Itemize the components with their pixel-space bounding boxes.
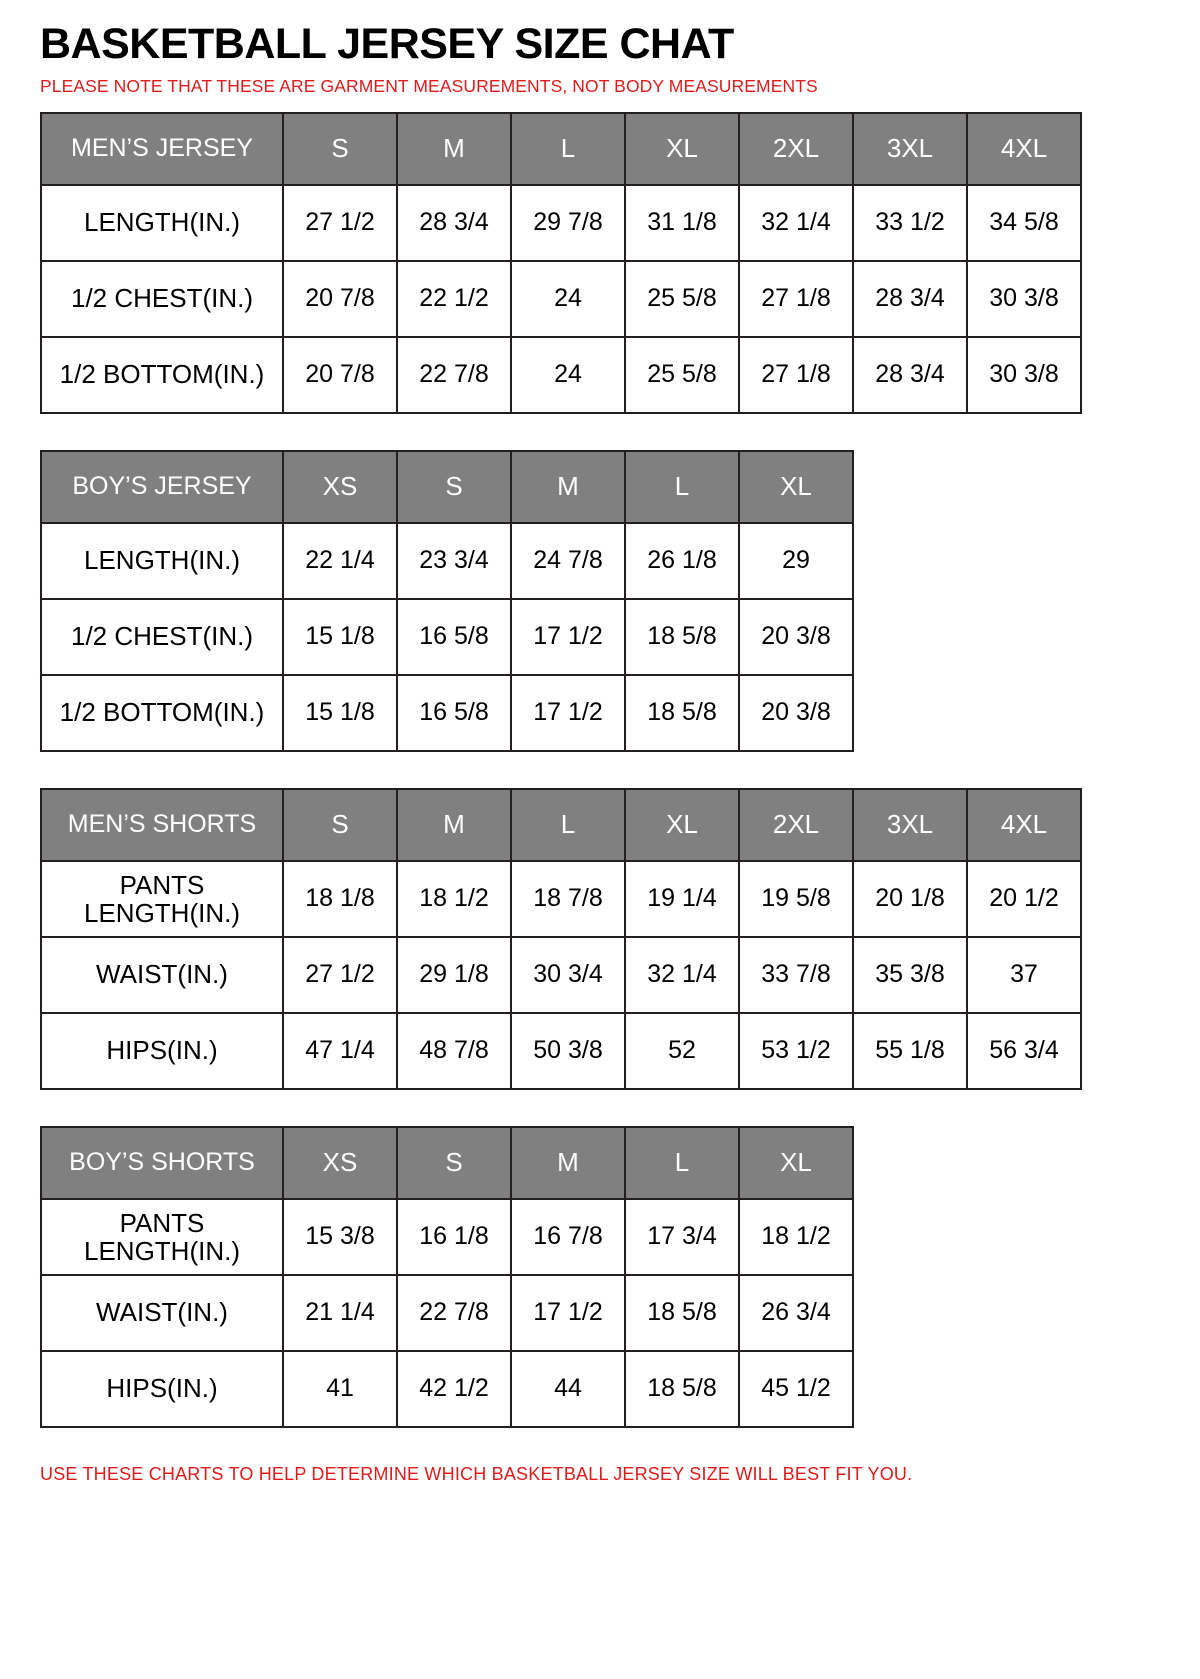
measurement-value: 30 3/8: [967, 261, 1081, 337]
measurement-value: 18 1/8: [283, 861, 397, 937]
size-column-header: M: [511, 1127, 625, 1199]
measurement-value: 16 5/8: [397, 675, 511, 751]
measurement-value: 55 1/8: [853, 1013, 967, 1089]
measurement-value: 18 5/8: [625, 1275, 739, 1351]
measurement-label: WAIST(IN.): [41, 1275, 283, 1351]
table-row: [41, 599, 853, 675]
measurement-value: 28 3/4: [853, 261, 967, 337]
table-row: [41, 937, 1081, 1013]
measurement-value: 24: [511, 337, 625, 413]
size-column-header: S: [397, 1127, 511, 1199]
size-column-header: L: [511, 113, 625, 185]
measurement-value: 17 1/2: [511, 599, 625, 675]
size-column-header: L: [625, 451, 739, 523]
measurement-value: 17 1/2: [511, 1275, 625, 1351]
measurement-value: 33 1/2: [853, 185, 967, 261]
measurement-value: 17 3/4: [625, 1199, 739, 1275]
measurement-value: 28 3/4: [397, 185, 511, 261]
measurement-value: 26 3/4: [739, 1275, 853, 1351]
measurement-value: 24: [511, 261, 625, 337]
table-row: [41, 675, 853, 751]
measurement-value: 18 5/8: [625, 599, 739, 675]
size-column-header: M: [511, 451, 625, 523]
size-column-header: L: [625, 1127, 739, 1199]
measurement-value: 18 7/8: [511, 861, 625, 937]
table-title-cell: BOY’S JERSEY: [41, 451, 283, 523]
measurement-value: 22 1/2: [397, 261, 511, 337]
size-column-header: 2XL: [739, 113, 853, 185]
table-header-row: [41, 451, 853, 523]
measurement-label: HIPS(IN.): [41, 1013, 283, 1089]
table-row: [41, 861, 1081, 937]
measurement-value: 42 1/2: [397, 1351, 511, 1427]
measurement-value: 25 5/8: [625, 261, 739, 337]
measurement-label: 1/2 BOTTOM(IN.): [41, 337, 283, 413]
table-row: [41, 185, 1081, 261]
size-column-header: M: [397, 113, 511, 185]
measurement-value: 25 5/8: [625, 337, 739, 413]
size-column-header: S: [397, 451, 511, 523]
measurement-value: 27 1/8: [739, 337, 853, 413]
size-column-header: 3XL: [853, 113, 967, 185]
measurement-value: 20 1/8: [853, 861, 967, 937]
size-column-header: 4XL: [967, 113, 1081, 185]
measurement-label: 1/2 BOTTOM(IN.): [41, 675, 283, 751]
table-row: [41, 1199, 853, 1275]
measurement-label: WAIST(IN.): [41, 937, 283, 1013]
measurement-value: 24 7/8: [511, 523, 625, 599]
measurement-value: 16 1/8: [397, 1199, 511, 1275]
table-title-cell: BOY’S SHORTS: [41, 1127, 283, 1199]
measurement-value: 53 1/2: [739, 1013, 853, 1089]
measurement-label: 1/2 CHEST(IN.): [41, 599, 283, 675]
measurement-value: 20 3/8: [739, 675, 853, 751]
table-header-row: [41, 113, 1081, 185]
measurement-value: 29 1/8: [397, 937, 511, 1013]
page-title: BASKETBALL JERSEY SIZE CHAT: [40, 20, 734, 68]
measurement-value: 31 1/8: [625, 185, 739, 261]
measurement-value: 34 5/8: [967, 185, 1081, 261]
size-column-header: XS: [283, 451, 397, 523]
size-column-header: L: [511, 789, 625, 861]
measurement-value: 48 7/8: [397, 1013, 511, 1089]
table-title-cell: MEN’S JERSEY: [41, 113, 283, 185]
measurement-label: PANTS LENGTH(IN.): [41, 861, 283, 937]
measurement-value: 27 1/2: [283, 185, 397, 261]
table-header-row: [41, 1127, 853, 1199]
size-column-header: 4XL: [967, 789, 1081, 861]
size-table-boys-shorts: [40, 1126, 854, 1428]
size-column-header: M: [397, 789, 511, 861]
table-row: [41, 1013, 1081, 1089]
table-row: [41, 1275, 853, 1351]
size-column-header: XS: [283, 1127, 397, 1199]
measurement-value: 56 3/4: [967, 1013, 1081, 1089]
measurement-value: 23 3/4: [397, 523, 511, 599]
measurement-label: PANTS LENGTH(IN.): [41, 1199, 283, 1275]
measurement-value: 50 3/8: [511, 1013, 625, 1089]
table-row: [41, 523, 853, 599]
measurement-value: 17 1/2: [511, 675, 625, 751]
size-column-header: 2XL: [739, 789, 853, 861]
size-column-header: S: [283, 789, 397, 861]
size-column-header: XL: [739, 1127, 853, 1199]
measurement-value: 16 5/8: [397, 599, 511, 675]
measurement-value: 28 3/4: [853, 337, 967, 413]
table-row: [41, 337, 1081, 413]
measurement-value: 26 1/8: [625, 523, 739, 599]
measurement-value: 37: [967, 937, 1081, 1013]
measurement-value: 20 1/2: [967, 861, 1081, 937]
measurement-value: 20 7/8: [283, 261, 397, 337]
measurement-value: 22 7/8: [397, 1275, 511, 1351]
measurement-label: 1/2 CHEST(IN.): [41, 261, 283, 337]
tables-container: [40, 112, 1160, 1428]
measurement-value: 15 1/8: [283, 675, 397, 751]
table-row: [41, 1351, 853, 1427]
measurement-value: 21 1/4: [283, 1275, 397, 1351]
measurement-value: 19 1/4: [625, 861, 739, 937]
measurement-value: 18 1/2: [739, 1199, 853, 1275]
size-column-header: S: [283, 113, 397, 185]
size-column-header: 3XL: [853, 789, 967, 861]
measurement-value: 29 7/8: [511, 185, 625, 261]
measurement-value: 30 3/4: [511, 937, 625, 1013]
table-title-cell: MEN’S SHORTS: [41, 789, 283, 861]
measurement-value: 27 1/8: [739, 261, 853, 337]
measurement-value: 15 3/8: [283, 1199, 397, 1275]
measurement-value: 32 1/4: [739, 185, 853, 261]
measurement-label: LENGTH(IN.): [41, 185, 283, 261]
size-table-boys-jersey: [40, 450, 854, 752]
measurement-value: 52: [625, 1013, 739, 1089]
measurement-note: PLEASE NOTE THAT THESE ARE GARMENT MEASUREMENTS, NOT BODY MEASUREMENTS: [40, 76, 818, 97]
measurement-value: 18 5/8: [625, 1351, 739, 1427]
measurement-value: 30 3/8: [967, 337, 1081, 413]
measurement-value: 47 1/4: [283, 1013, 397, 1089]
measurement-value: 20 3/8: [739, 599, 853, 675]
size-column-header: XL: [625, 113, 739, 185]
size-column-header: XL: [625, 789, 739, 861]
footer-note: USE THESE CHARTS TO HELP DETERMINE WHICH BASKETBALL JERSEY SIZE WILL BEST FIT YOU.: [40, 1463, 913, 1484]
measurement-value: 20 7/8: [283, 337, 397, 413]
size-table-mens-shorts: [40, 788, 1082, 1090]
measurement-value: 15 1/8: [283, 599, 397, 675]
table-header-row: [41, 789, 1081, 861]
measurement-value: 18 5/8: [625, 675, 739, 751]
measurement-value: 16 7/8: [511, 1199, 625, 1275]
measurement-value: 41: [283, 1351, 397, 1427]
size-table-mens-jersey: [40, 112, 1082, 414]
measurement-label: LENGTH(IN.): [41, 523, 283, 599]
table-row: [41, 261, 1081, 337]
measurement-value: 22 7/8: [397, 337, 511, 413]
measurement-value: 18 1/2: [397, 861, 511, 937]
measurement-value: 32 1/4: [625, 937, 739, 1013]
measurement-value: 45 1/2: [739, 1351, 853, 1427]
measurement-value: 27 1/2: [283, 937, 397, 1013]
measurement-value: 33 7/8: [739, 937, 853, 1013]
measurement-label: HIPS(IN.): [41, 1351, 283, 1427]
measurement-value: 44: [511, 1351, 625, 1427]
measurement-value: 22 1/4: [283, 523, 397, 599]
measurement-value: 29: [739, 523, 853, 599]
measurement-value: 19 5/8: [739, 861, 853, 937]
measurement-value: 35 3/8: [853, 937, 967, 1013]
size-column-header: XL: [739, 451, 853, 523]
